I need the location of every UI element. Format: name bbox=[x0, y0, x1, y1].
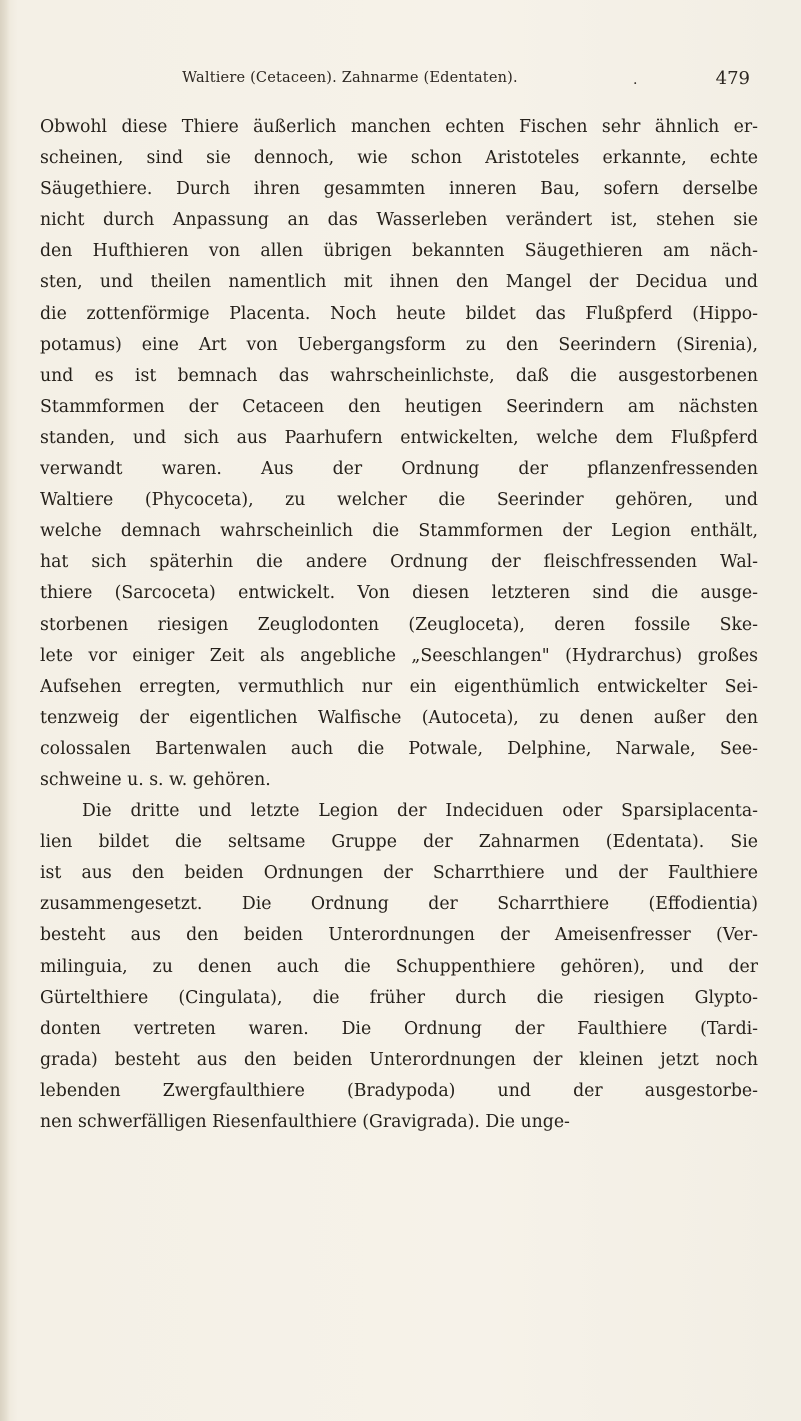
text-line: milinguia, zu denen auch die Schuppenthiere gehören), und der bbox=[40, 956, 758, 977]
text-line: Waltiere (Phycoceta), zu welcher die Seerinder gehören, und bbox=[40, 490, 758, 511]
text-line: Säugethiere. Durch ihren gesammten inneren Bau, sofern derselbe bbox=[40, 179, 758, 200]
text-line: die zottenförmige Placenta. Noch heute bildet das Flußpferd (Hippo- bbox=[40, 303, 758, 324]
binding-shadow bbox=[0, 0, 10, 1421]
paragraph-edentates bbox=[40, 796, 758, 1138]
body-text bbox=[40, 112, 758, 1138]
text-line: potamus) eine Art von Uebergangsform zu den Seerindern (Sirenia), bbox=[40, 334, 758, 355]
running-head-ornament: . bbox=[633, 72, 638, 88]
text-line: lete vor einiger Zeit als angebliche „Seeschlangen" (Hydrarchus) großes bbox=[40, 645, 758, 666]
text-line: Gürtelthiere (Cingulata), die früher durch die riesigen Glypto- bbox=[40, 987, 758, 1008]
text-line: tenzweig der eigentlichen Walfische (Autoceta), zu denen außer den bbox=[40, 707, 758, 728]
text-line: verwandt waren. Aus der Ordnung der pflanzenfressenden bbox=[40, 459, 758, 480]
text-line: Stammformen der Cetaceen den heutigen Seerindern am nächsten bbox=[40, 396, 758, 417]
text-line: grada) besteht aus den beiden Unterordnungen der kleinen jetzt noch bbox=[40, 1049, 758, 1070]
text-line: Aufsehen erregten, vermuthlich nur ein eigenthümlich entwickelter Sei- bbox=[40, 676, 758, 697]
text-line: nicht durch Anpassung an das Wasserleben verändert ist, stehen sie bbox=[40, 210, 758, 231]
text-line: ist aus den beiden Ordnungen der Scharrthiere und der Faulthiere bbox=[40, 863, 758, 884]
text-line: besteht aus den beiden Unterordnungen der Ameisenfresser (Ver- bbox=[40, 925, 758, 946]
text-line: thiere (Sarcoceta) entwickelt. Von diesen letzteren sind die ausge- bbox=[40, 583, 758, 604]
text-line: donten vertreten waren. Die Ordnung der Faulthiere (Tardi- bbox=[40, 1018, 758, 1039]
text-line: nen schwerfälligen Riesenfaulthiere (Gravigrada). Die unge- bbox=[40, 1112, 570, 1132]
text-line: colossalen Bartenwalen auch die Potwale, Delphine, Narwale, See- bbox=[40, 738, 758, 759]
text-line: Die dritte und letzte Legion der Indeciduen oder Sparsiplacenta- bbox=[82, 801, 758, 822]
text-line: schweine u. s. w. gehören. bbox=[40, 769, 271, 790]
running-head-title: Waltiere (Cetaceen). Zahnarme (Edentaten). bbox=[182, 70, 518, 86]
text-line: lien bildet die seltsame Gruppe der Zahnarmen (Edentata). Sie bbox=[40, 832, 758, 853]
text-line: hat sich späterhin die andere Ordnung der fleischfressenden Wal- bbox=[40, 552, 758, 573]
text-line: standen, und sich aus Paarhufern entwickelten, welche dem Flußpferd bbox=[40, 427, 758, 448]
text-line: sten, und theilen namentlich mit ihnen den Mangel der Decidua und bbox=[40, 272, 758, 293]
page-number: 479 bbox=[715, 68, 750, 89]
text-line: storbenen riesigen Zeuglodonten (Zeugloceta), deren fossile Ske- bbox=[40, 614, 758, 635]
text-line: lebenden Zwergfaulthiere (Bradypoda) und der ausgestorbe- bbox=[40, 1080, 758, 1101]
text-line: Obwohl diese Thiere äußerlich manchen echten Fischen sehr ähnlich er- bbox=[40, 117, 758, 137]
paragraph-cetaceans bbox=[40, 112, 758, 796]
text-line: zusammengesetzt. Die Ordnung der Scharrthiere (Effodientia) bbox=[40, 894, 758, 915]
running-head bbox=[30, 70, 750, 98]
text-line: scheinen, sind sie dennoch, wie schon Aristoteles erkannte, echte bbox=[40, 148, 758, 169]
text-line: den Hufthieren von allen übrigen bekannten Säugethieren am näch- bbox=[40, 241, 758, 262]
text-line: welche demnach wahrscheinlich die Stammformen der Legion enthält, bbox=[40, 521, 758, 542]
text-line: und es ist bemnach das wahrscheinlichste, daß die ausgestorbenen bbox=[40, 365, 758, 386]
